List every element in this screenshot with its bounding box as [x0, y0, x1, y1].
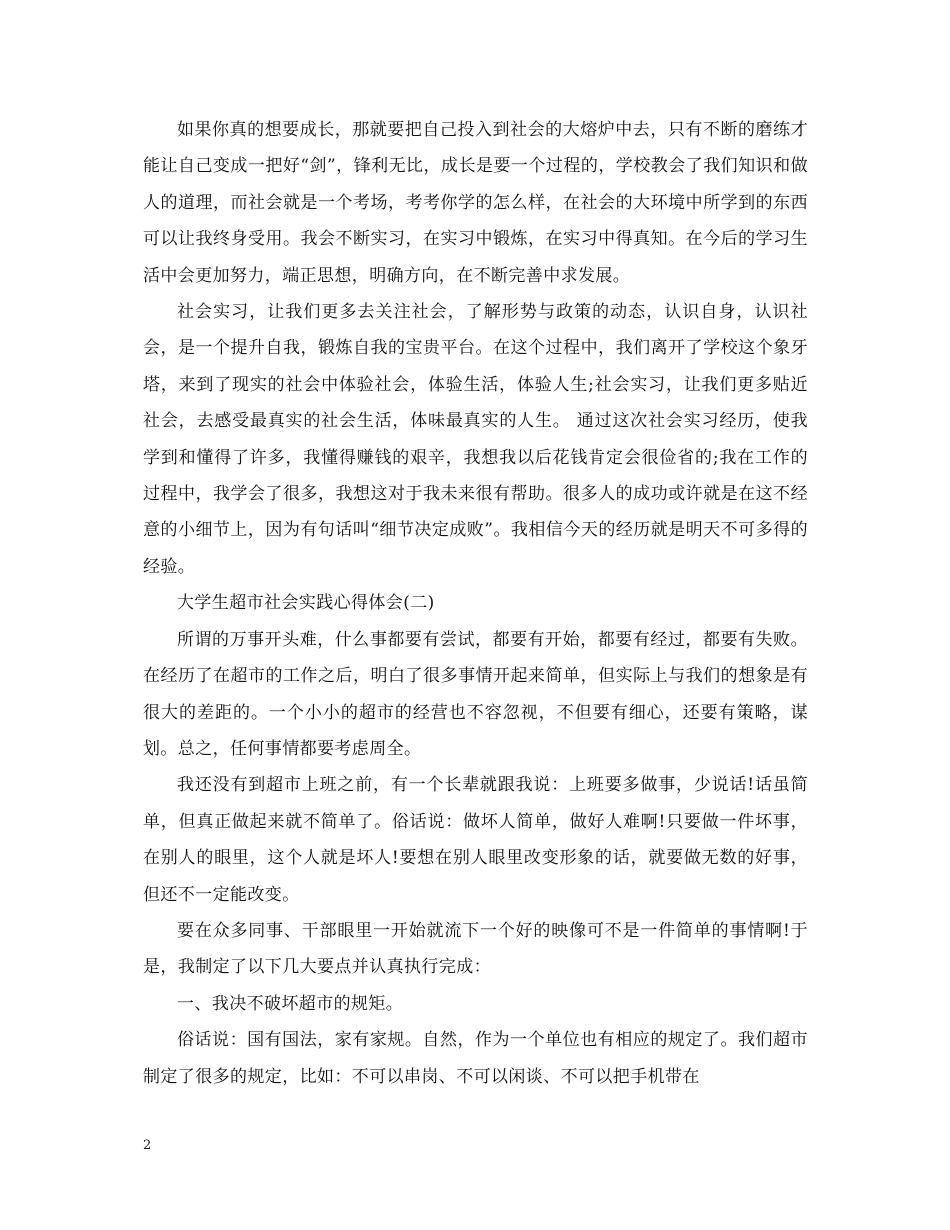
paragraph-first-impression: 要在众多同事、干部眼里一开始就流下一个好的映像可不是一件简单的事情啊!于是，我制定了以下几大要点并认真执行完成：: [143, 920, 808, 978]
paragraph-elder-advice: 我还没有到超市上班之前，有一个长辈就跟我说：上班要多做事，少说话!话虽简单，但真正做起来就不简单了。俗话说：做坏人简单，做好人难啊!只要做一件坏事，在别人的眼里，这个人就是坏人!要想在别人眼里改变形象的话，就要做无数的好事，但还不一定能改变。: [143, 775, 808, 905]
page-number: 2: [143, 1138, 152, 1153]
section-heading: 大学生超市社会实践心得体会(二): [177, 593, 435, 614]
paragraph-rules: 俗话说：国有国法，家有家规。自然，作为一个单位也有相应的规定了。我们超市制定了很多的规定，比如：不可以串岗、不可以闲谈、不可以把手机带在: [143, 1030, 808, 1087]
paragraph-social-internship: 社会实习，让我们更多去关注社会，了解形势与政策的动态，认识自身，认识社会，是一个提升自我，锻炼自我的宝贵平台。在这个过程中，我们离开了学校这个象牙塔，来到了现实的社会中体验社会，体验生活，体验人生;社会实习，让我们更多贴近社会，去感受最真实的社会生活，体味最真实的人生。 通过这次社会实习经历，使我学到和懂得了许多，我懂得赚钱的艰辛，我想我以后花钱肯定会很俭省的;我在工作的过程中，我学会了很多，我想这对于我未来很有帮助。很多人的成功或许就是在这不经意的小细节上，因为有句话叫“细节决定成败”。我相信今天的经历就是明天不可多得的经验。: [143, 302, 808, 577]
document-body: [143, 112, 808, 1095]
paragraph-growth: 如果你真的想要成长，那就要把自己投入到社会的大熔炉中去，只有不断的磨练才能让自己变成一把好“剑”，锋利无比，成长是要一个过程的，学校教会了我们知识和做人的道理，而社会就是一个考场，考考你学的怎么样，在社会的大环境中所学到的东西可以让我终身受用。我会不断实习，在实习中锻炼，在实习中得真知。在今后的学习生活中会更加努力，端正思想，明确方向，在不断完善中求发展。: [143, 120, 808, 286]
list-item-rule-one: 一、我决不破坏超市的规矩。: [177, 993, 404, 1014]
paragraph-beginning-difficult: 所谓的万事开头难，什么事都要有尝试，都要有开始，都要有经过，都要有失败。在经历了在超市的工作之后，明白了很多事情开起来简单，但实际上与我们的想象是有很大的差距的。一个小小的超市的经营也不容忽视，不但要有细心，还要有策略，谋划。总之，任何事情都要考虑周全。: [143, 629, 808, 759]
